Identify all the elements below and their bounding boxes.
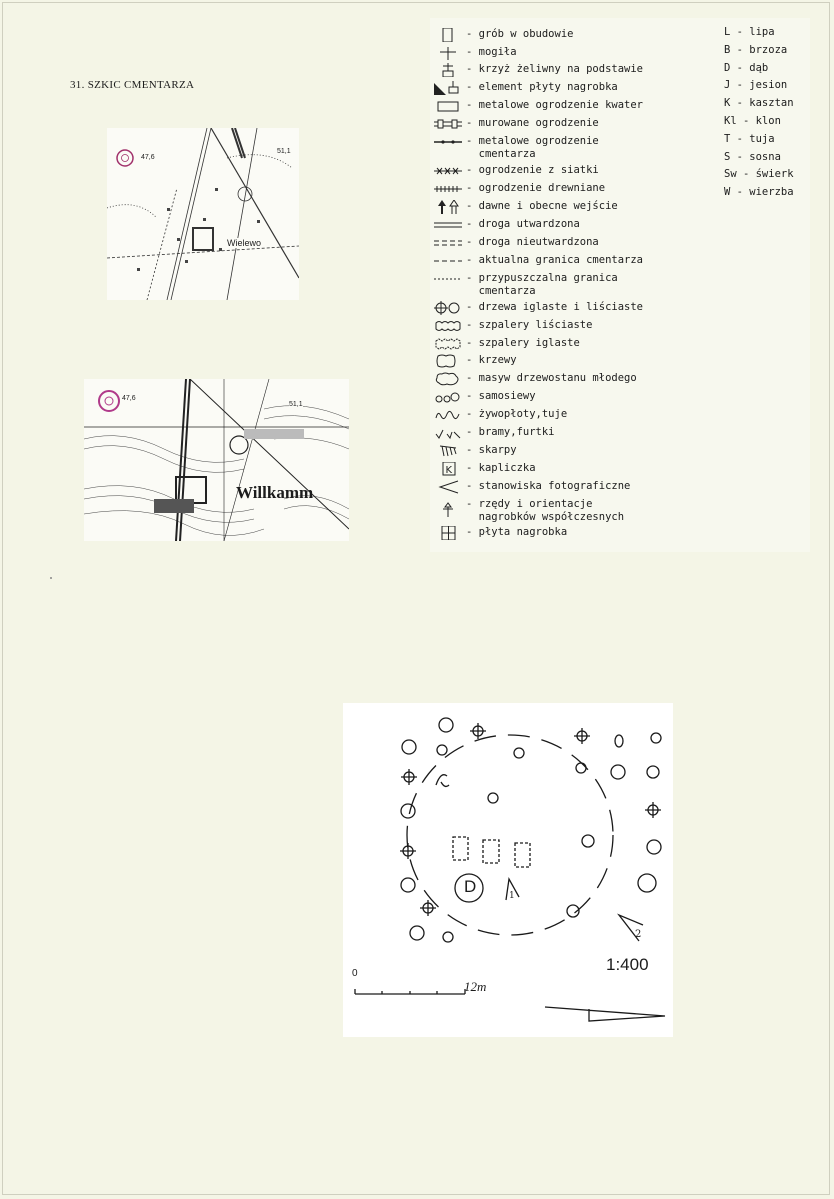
tree-item: T - tuja: [724, 132, 775, 145]
mound-icon: [434, 46, 462, 60]
legend-item-presumed-boundary: - przypuszczalna granica cmentarza: [430, 272, 730, 288]
tombstone-slab-icon: [434, 526, 462, 540]
cemetery-sketch: [343, 703, 673, 1037]
legend-item-grave-enclosure: - grób w obudowie: [430, 28, 730, 44]
legend-item-metal-plot-fence: - metalowe ogrodzenie kwater: [430, 99, 730, 115]
legend-item-entrance: - dawne i obecne wejście: [430, 200, 730, 216]
tree-item: Sw - świerk: [724, 168, 794, 181]
legend-item-gates: - bramy,furtki: [430, 426, 730, 442]
legend-item-paved-road: - droga utwardzona: [430, 218, 730, 234]
entrance-arrows-icon: [434, 200, 462, 214]
gates-icon: [434, 426, 462, 440]
scale-zero-label: 0: [352, 968, 358, 979]
paved-road-icon: [434, 218, 462, 232]
tree-item: D - dąb: [724, 61, 769, 74]
tree-item: B - brzoza: [724, 43, 788, 56]
slopes-icon: [434, 444, 462, 458]
legend-item-grave-rows: - rzędy i orientacje nagrobków współczesnych: [430, 498, 730, 514]
metal-cemetery-fence-icon: [434, 135, 462, 149]
legend-item-deciduous-row: - szpalery liściaste: [430, 319, 730, 335]
location-map-historic: [84, 379, 349, 541]
photo-position-icon: [434, 480, 462, 494]
legend-item-trees: - drzewa iglaste i liściaste: [430, 301, 730, 317]
scale-ratio: 1:400: [606, 955, 649, 974]
scale-length-label: 12m: [464, 979, 487, 994]
legend-item-wooden-fence: - ogrodzenie drewniane: [430, 182, 730, 198]
oak-tree-label: D: [464, 877, 477, 896]
paper-speck: [50, 577, 52, 579]
grave-enclosure-icon: [434, 28, 462, 42]
legend-item-hedge: - żywopłoty,tuje: [430, 408, 730, 424]
page-title: 31. SZKIC CMENTARZA: [70, 79, 195, 91]
tombstone-element-icon: [434, 81, 462, 95]
metal-plot-fence-icon: [434, 99, 462, 113]
cemetery-boundary-dashed: [407, 735, 613, 935]
tree-item: J - jesion: [724, 79, 788, 92]
location-map-modern: [107, 128, 299, 300]
tree-item: Kl - klon: [724, 114, 781, 127]
legend-item-current-boundary: - aktualna granica cmentarza: [430, 254, 730, 270]
legend-item-young-stand: - masyw drzewostanu młodego: [430, 372, 730, 388]
trees-icon: [434, 301, 462, 315]
map2-elevation-b: 51,1: [289, 401, 303, 408]
tree-item: W - wierzba: [724, 186, 794, 199]
legend-item-slopes: - skarpy: [430, 444, 730, 460]
legend-item-self-seeding: - samosiewy: [430, 390, 730, 406]
photo-position-1-label: 1: [509, 891, 515, 901]
legend-item-unpaved-road: - droga nieutwardzona: [430, 236, 730, 252]
brick-fence-icon: [434, 117, 462, 131]
svg-text:K: K: [445, 465, 453, 476]
iron-cross-icon: [434, 63, 462, 77]
map1-elevation-b: 51,1: [277, 148, 291, 155]
legend-item-shrubs: - krzewy: [430, 354, 730, 370]
presumed-boundary-icon: [434, 272, 462, 286]
legend-item-chapel: K - kapliczka: [430, 462, 730, 478]
current-boundary-icon: [434, 254, 462, 268]
grave-rows-icon: [434, 498, 462, 522]
photo-position-2-label: 2: [635, 929, 642, 940]
legend-item-tombstone-element: - element płyty nagrobka: [430, 81, 730, 97]
chapel-icon: [434, 462, 462, 476]
legend-item-photo-position: - stanowiska fotograficzne: [430, 480, 730, 496]
legend-item-mound: - mogiła: [430, 46, 730, 62]
legend-item-mesh-fence: - ogrodzenie z siatki: [430, 164, 730, 180]
legend-item-metal-cemetery-fence: - metalowe ogrodzenie cmentarza: [430, 135, 730, 151]
map1-place-label: Wielewo: [227, 238, 262, 248]
hedge-icon: [434, 408, 462, 422]
tree-item: K - kasztan: [724, 97, 794, 110]
deciduous-row-icon: [434, 319, 462, 333]
unpaved-road-icon: [434, 236, 462, 250]
legend-item-conifer-row: - szpalery iglaste: [430, 337, 730, 353]
mesh-fence-icon: [434, 164, 462, 178]
legend-item-tombstone-slab: - płyta nagrobka: [430, 526, 730, 542]
tree-abbreviations: [724, 26, 794, 204]
legend-item-brick-fence: - murowane ogrodzenie: [430, 117, 730, 133]
self-seeding-icon: [434, 390, 462, 404]
tree-item: S - sosna: [724, 150, 781, 163]
conifer-row-icon: [434, 337, 462, 351]
tree-item: L - lipa: [724, 26, 775, 38]
map2-place-label: Willkamm: [236, 483, 314, 502]
young-stand-icon: [434, 372, 462, 386]
map1-elevation-a: 47,6: [141, 154, 155, 161]
wooden-fence-icon: [434, 182, 462, 196]
map2-elevation-a: 47,6: [122, 395, 136, 402]
shrubs-icon: [434, 354, 462, 368]
legend-item-iron-cross: - krzyż żeliwny na podstawie: [430, 63, 730, 79]
